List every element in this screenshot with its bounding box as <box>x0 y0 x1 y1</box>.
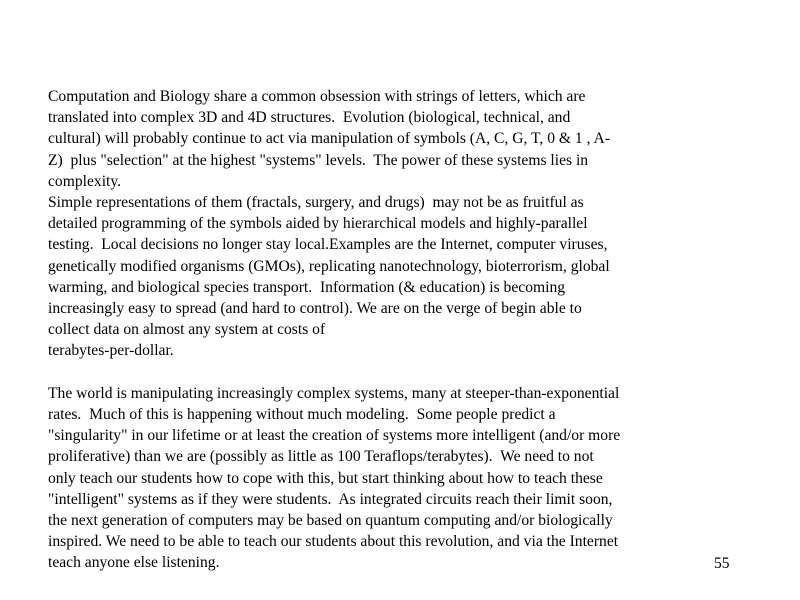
text-line: proliferative) than we are (possibly as little as 100 Teraflops/terabytes). We need to not <box>48 448 594 466</box>
text-line: only teach our students how to cope with this, but start thinking about how to teach these <box>48 469 603 487</box>
body-text <box>48 86 748 574</box>
text-line: inspired. We need to be able to teach our students about this revolution, and via the Internet <box>48 533 619 551</box>
text-line: testing. Local decisions no longer stay local.Examples are the Internet, computer viruses, <box>48 236 608 254</box>
page-number: 55 <box>714 555 730 572</box>
text-line: "singularity" in our lifetime or at least the creation of systems more intelligent (and/or more <box>48 427 621 445</box>
text-line: teach anyone else listening. <box>48 554 220 572</box>
text-line: rates. Much of this is happening without much modeling. Some people predict a <box>48 406 556 424</box>
text-line: Computation and Biology share a common obsession with strings of letters, which are <box>48 88 586 105</box>
text-line: increasingly easy to spread (and hard to control). We are on the verge of begin able to <box>48 300 582 318</box>
text-line: detailed programming of the symbols aided by hierarchical models and highly-parallel <box>48 215 588 233</box>
text-line: cultural) will probably continue to act via manipulation of symbols (A, C, G, T, 0 & 1 , A- <box>48 130 611 148</box>
text-line: the next generation of computers may be based on quantum computing and/or biologically <box>48 512 613 530</box>
text-line: terabytes-per-dollar. <box>48 342 174 360</box>
text-line: collect data on almost any system at costs of <box>48 321 326 339</box>
text-line: "intelligent" systems as if they were students. As integrated circuits reach their limit soon, <box>48 490 613 508</box>
paragraph-gap <box>48 362 748 383</box>
text-line: complexity. <box>48 172 122 190</box>
text-line: warming, and biological species transport. Information (& education) is becoming <box>48 278 566 296</box>
text-line: The world is manipulating increasingly complex systems, many at steeper-than-exponential <box>48 384 620 402</box>
text-line: translated into complex 3D and 4D structures. Evolution (biological, technical, and <box>48 109 571 127</box>
text-line: Simple representations of them (fractals, surgery, and drugs) may not be as fruitful as <box>48 194 584 212</box>
text-line: Z) plus "selection" at the highest "systems" levels. The power of these systems lies in <box>48 151 589 169</box>
text-line: genetically modified organisms (GMOs), replicating nanotechnology, bioterrorism, global <box>48 257 610 275</box>
